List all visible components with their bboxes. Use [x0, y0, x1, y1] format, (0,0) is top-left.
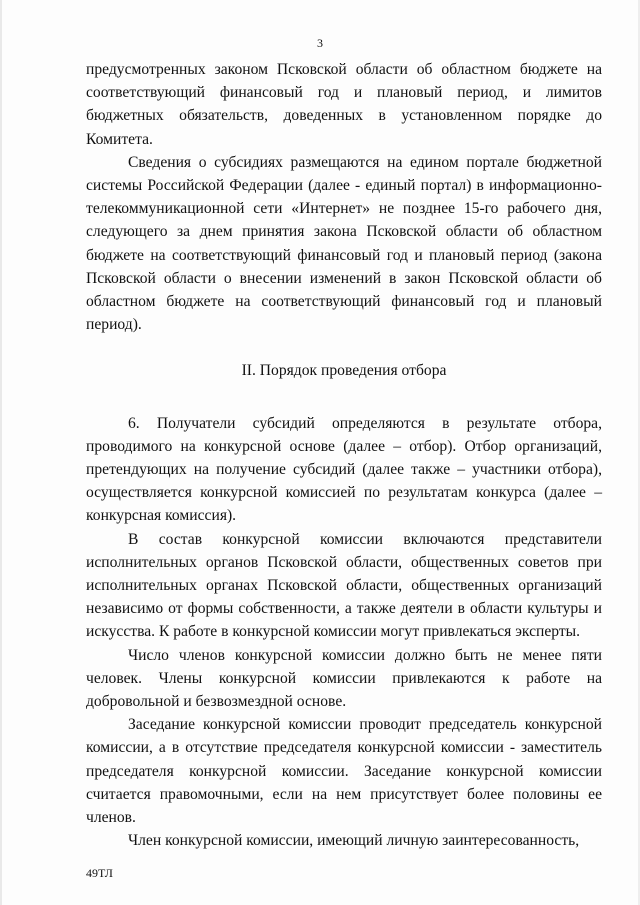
paragraph-subsidy-info: Сведения о субсидиях размещаются на едином портале бюджетной системы Российской Федерации (далее - единый портал) в информационно-телекоммуникационной сети «Интернет» не позднее 15-го рабочего дня, следующего за днем принятия закона Псковской области об областном бюджете на соответствующий финансовый год и плановый период (закона Псковской области о внесении изменений в закон Псковской области об областном бюджете на соответствующий финансовый год и плановый период). [86, 153, 602, 334]
scan-edge-left [0, 0, 2, 905]
paragraph-commission-meeting: Заседание конкурсной комиссии проводит председатель конкурсной комиссии, а в отсутствие председателя конкурсной комиссии - заместитель председателя конкурсной комиссии. Заседание конкурсной комиссии считается правомочными, если на нем присутствует более половины ее членов. [86, 716, 602, 827]
document-body [86, 58, 602, 853]
footer-document-code: 49ТЛ [86, 866, 113, 880]
paragraph-conflict-of-interest: Член конкурсной комиссии, имеющий личную заинтересованность, [128, 832, 580, 850]
paragraph-continuation: предусмотренных законом Псковской области об областном бюджете на соответствующий финансовый год и плановый период, и лимитов бюджетных обязательств, доведенных в установленном порядке до Комитета. [86, 61, 602, 148]
paragraph-commission-size: Число членов конкурсной комиссии должно быть не менее пяти человек. Члены конкурсной комиссии привлекаются к работе на добровольной и безвозмездной основе. [86, 646, 602, 711]
paragraph-item-6: 6. Получатели субсидий определяются в результате отбора, проводимого на конкурсной основе (далее – отбор). Отбор организаций, претендующих на получение субсидий (далее также – участники отбора), осуществляется конкурсной комиссией по результатам конкурса (далее – конкурсная комиссия). [86, 414, 602, 525]
paragraph-commission-composition: В состав конкурсной комиссии включаются представители исполнительных органов Псковской области, общественных советов при исполнительных органах Псковской области, общественных организаций независимо от формы собственности, а также деятели в области культуры и искусства. К работе в конкурсной комиссии могут привлекаться эксперты. [86, 530, 602, 641]
section-heading: II. Порядок проведения отбора [241, 362, 447, 380]
page-number: 3 [317, 36, 323, 50]
